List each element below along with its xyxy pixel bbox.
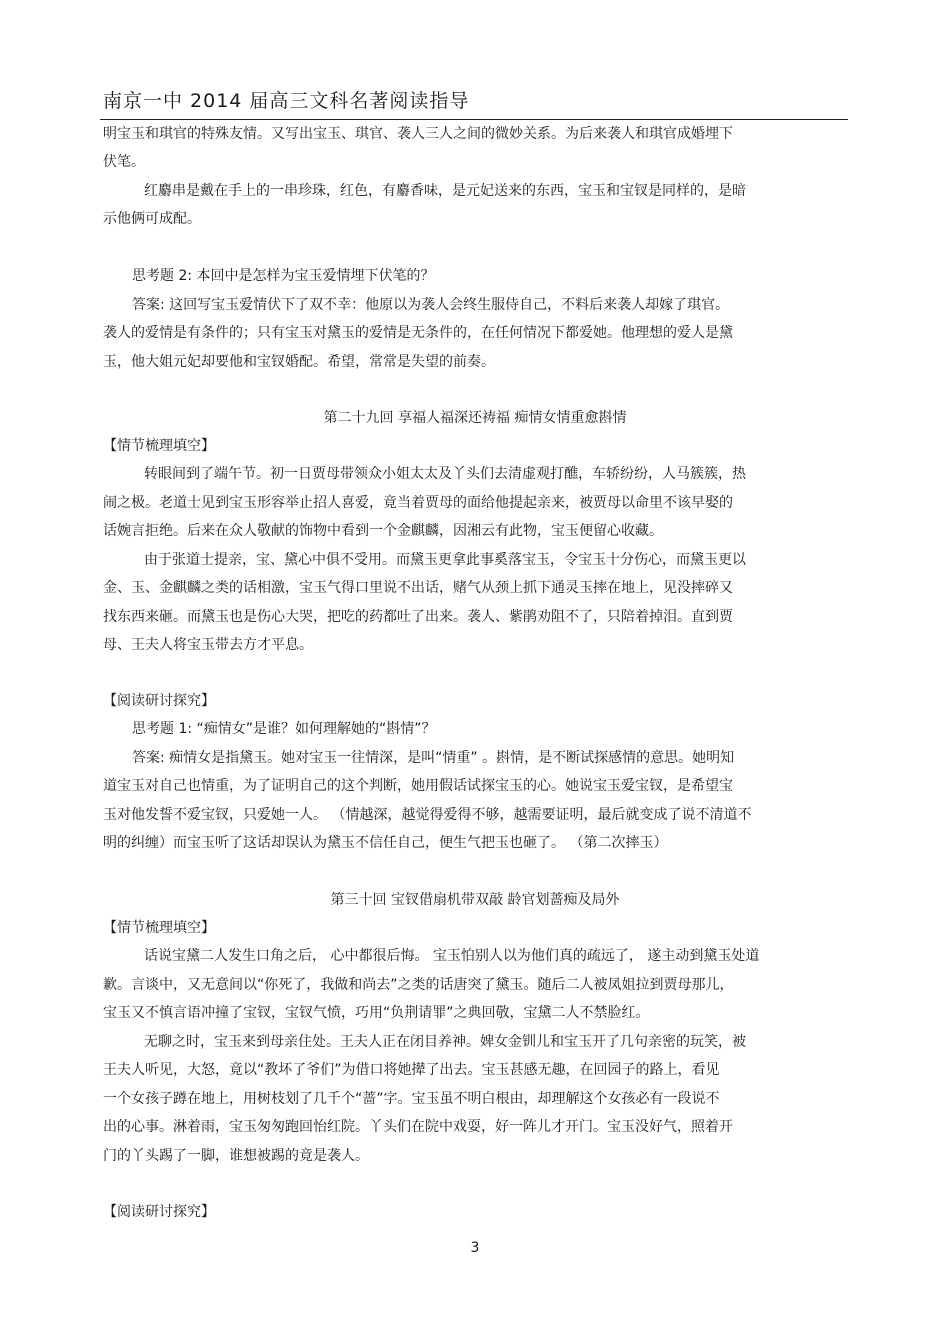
text-line: 明宝玉和琪官的特殊友情。又写出宝玉、琪官、袭人三人之间的微妙关系。为后来袭人和琪官成婚埋下: [103, 126, 733, 142]
chapter-heading: 第二十九回 享福人福深还祷福 痴情女情重愈斟情: [323, 410, 627, 426]
text-line: 门的丫头踢了一脚，谁想被踢的竟是袭人。: [103, 1148, 369, 1164]
answer-line: 答案: 痴情女是指黛玉。她对宝玉一往情深，是叫“情重” 。斟情，是不断试探感情的意思。她明知: [132, 750, 735, 766]
text-line: 一个女孩子蹲在地上，用树枝划了几千个“蔷”字。宝玉虽不明白根由，却理解这个女孩必有一段说不: [103, 1091, 720, 1107]
text-line: 金、玉、金麒麟之类的话相激，宝玉气得口里说不出话，赌气从颈上抓下通灵玉摔在地上，见没摔碎又: [103, 580, 733, 596]
section-heading: 【阅读研讨探究】: [103, 693, 215, 709]
text-line: 王夫人听见，大怒，竟以“教坏了爷们”为借口将她撵了出去。宝玉甚感无趣，在回园子的路上，看见: [103, 1062, 720, 1078]
answer-line: 答案: 这回写宝玉爱情伏下了双不幸：他原以为袭人会终生服侍自己，不料后来袭人却嫁了琪官。: [132, 297, 730, 313]
text-line: 无聊之时，宝玉来到母亲住处。王夫人正在闭目养神。婢女金钏儿和宝玉开了几句亲密的玩笑，被: [144, 1034, 746, 1050]
text-line: 袭人的爱情是有条件的；只有宝玉对黛玉的爱情是无条件的，在任何情况下都爱她。他理想的爱人是黛: [103, 325, 733, 341]
text-line: 母、王夫人将宝玉带去方才平息。: [103, 637, 313, 653]
section-heading: 【阅读研讨探究】: [103, 1204, 215, 1220]
text-line: 找东西来砸。而黛玉也是伤心大哭，把吃的药都吐了出来。袭人、紫鹃劝阻不了，只陪着掉泪。直到贾: [103, 609, 733, 625]
page-number: 3: [470, 1240, 480, 1256]
text-line: 红麝串是戴在手上的一串珍珠，红色，有麝香味，是元妃送来的东西，宝玉和宝钗是同样的，是暗: [144, 183, 746, 199]
text-line: 伏笔。: [103, 154, 145, 170]
header-rule: [100, 119, 848, 120]
question-line: 思考题 1: “痴情女”是谁？如何理解她的“斟情”？: [132, 721, 436, 737]
question-line: 思考题 2: 本回中是怎样为宝玉爱情埋下伏笔的？: [132, 268, 435, 284]
text-line: 出的心事。淋着雨，宝玉匆匆跑回怡红院。丫头们在院中戏耍，好一阵儿才开门。宝玉没好气，照着开: [103, 1119, 733, 1135]
text-line: 转眼间到了端午节。初一日贾母带领众小姐太太及丫头们去清虚观打醮，车轿纷纷，人马簇簇，热: [144, 466, 746, 482]
section-heading: 【情节梳理填空】: [103, 920, 215, 936]
text-line: 歉。言谈中，又无意间以“你死了，我做和尚去”之类的话唐突了黛玉。随后二人被凤姐拉到贾母那儿，: [103, 977, 734, 993]
text-line: 宝玉又不慎言语冲撞了宝钗，宝钗气愤，巧用“负荆请罪”之典回敬，宝黛二人不禁脸红。: [103, 1005, 650, 1021]
text-line: 话婉言拒绝。后来在众人敬献的饰物中看到一个金麒麟，因湘云有此物，宝玉便留心收藏。: [103, 523, 663, 539]
chapter-heading: 第三十回 宝钗借扇机带双敲 龄官划蔷痴及局外: [330, 892, 620, 908]
text-line: 明的纠缠）而宝玉听了这话却误认为黛玉不信任自己，便生气把玉也砸了。 （第二次摔玉）: [103, 835, 668, 851]
text-line: 道宝玉对自己也情重，为了证明自己的这个判断，她用假话试探宝玉的心。她说宝玉爱宝钗，是希望宝: [103, 778, 733, 794]
text-line: 玉，他大姐元妃却要他和宝钗婚配。希望，常常是失望的前奏。: [103, 354, 495, 370]
text-line: 闹之极。老道士见到宝玉形容举止招人喜爱，竟当着贾母的面给他提起亲来，被贾母以命里不该早娶的: [103, 495, 733, 511]
text-line: 由于张道士提亲，宝、黛心中俱不受用。而黛玉更拿此事奚落宝玉，令宝玉十分伤心，而黛玉更以: [144, 552, 746, 568]
text-line: 示他俩可成配。: [103, 211, 201, 227]
text-line: 话说宝黛二人发生口角之后， 心中都很后悔。 宝玉怕别人以为他们真的疏远了， 遂主动到黛玉处道: [144, 948, 760, 964]
page-header-title: 南京一中 2014 届高三文科名著阅读指导: [103, 90, 470, 112]
section-heading: 【情节梳理填空】: [103, 438, 215, 454]
text-line: 玉对他发誓不爱宝钗，只爱她一人。 （情越深，越觉得爱得不够，越需要证明，最后就变成了说不清道不: [103, 807, 752, 823]
